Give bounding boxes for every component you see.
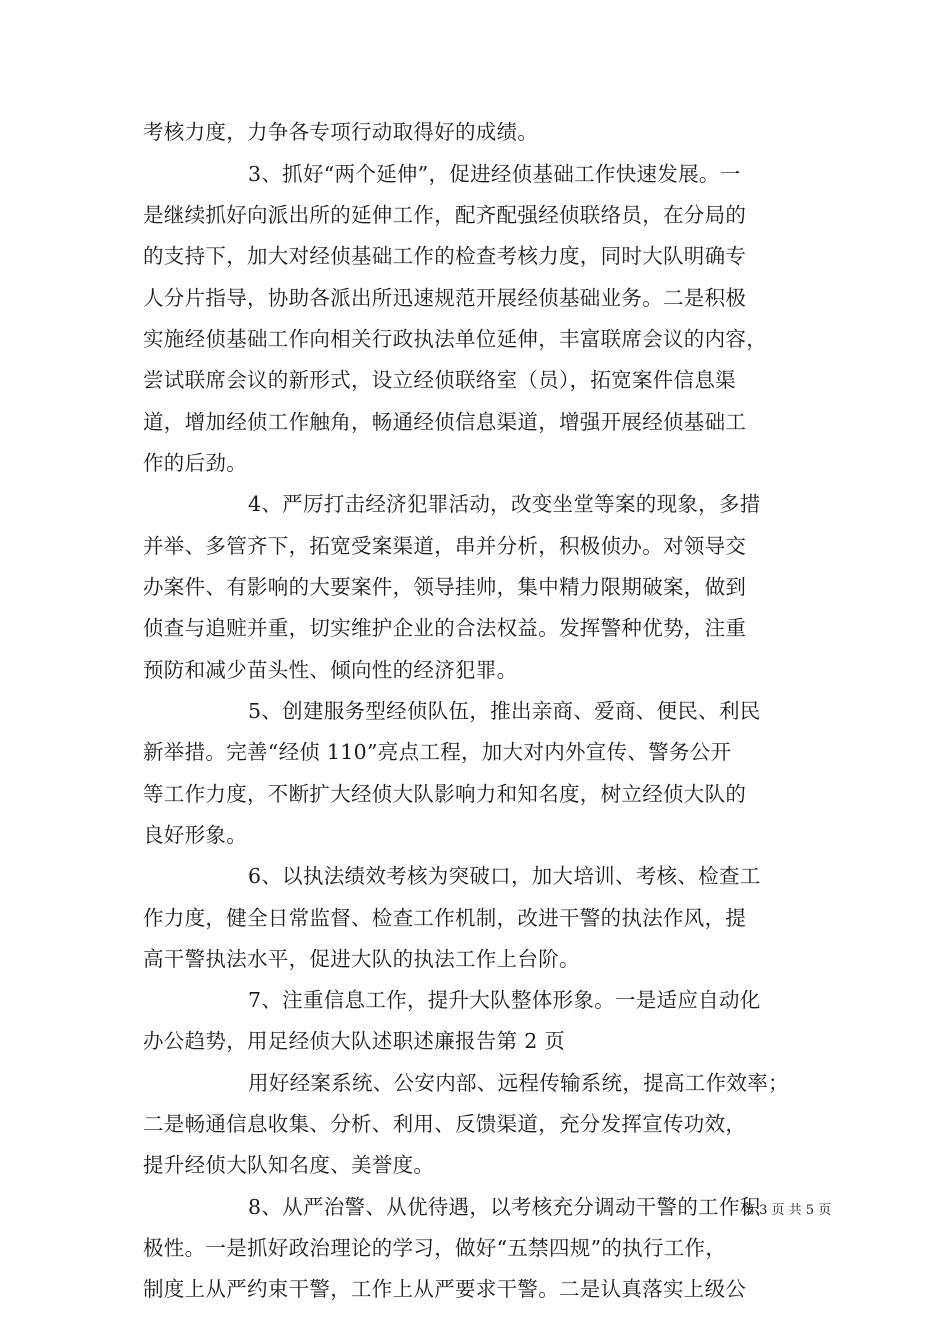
text-line: 极性。一是抓好政治理论的学习，做好“五禁四规”的执行工作， — [143, 1236, 727, 1260]
text-line: 6、以执法绩效考核为突破口，加大培训、考核、检查工 — [248, 864, 761, 888]
text-line: 实施经侦基础工作向相关行政执法单位延伸，丰富联席会议的内容， — [143, 327, 767, 351]
text-line: 道，增加经侦工作触角，畅通经侦信息渠道，增强开展经侦基础工 — [143, 410, 747, 434]
text-line: 3、抓好“两个延伸”，促进经侦基础工作快速发展。一 — [248, 162, 741, 186]
text-line: 等工作力度，不断扩大经侦大队影响力和知名度，树立经侦大队的 — [143, 782, 747, 806]
text-line: 二是畅通信息收集、分析、利用、反馈渠道，充分发挥宣传功效， — [143, 1112, 747, 1136]
text-line: 人分片指导，协助各派出所迅速规范开展经侦基础业务。二是积极 — [143, 286, 747, 310]
text-line: 办案件、有影响的大要案件，领导挂帅，集中精力限期破案，做到 — [143, 575, 747, 599]
text-line: 8、从严治警、从优待遇，以考核充分调动干警的工作积 — [248, 1195, 761, 1219]
page-footer: 第 3 页 共 5 页 — [742, 1203, 832, 1218]
text-line: 提升经侦大队知名度、美誉度。 — [143, 1153, 435, 1177]
text-line: 高干警执法水平，促进大队的执法工作上台阶。 — [143, 947, 580, 971]
text-line: 尝试联席会议的新形式，设立经侦联络室（员），拓宽案件信息渠 — [143, 368, 736, 392]
text-line: 办公趋势，用足经侦大队述职述廉报告第 2 页 — [143, 1029, 566, 1053]
text-line: 7、注重信息工作，提升大队整体形象。一是适应自动化 — [248, 988, 761, 1012]
text-line: 新举措。完善“经侦 110”亮点工程，加大对内外宣传、警务公开 — [143, 740, 732, 764]
text-line: 作力度，健全日常监督、检查工作机制，改进干警的执法作风，提 — [143, 906, 747, 930]
text-line: 考核力度，力争各专项行动取得好的成绩。 — [143, 120, 539, 144]
text-line: 作的后劲。 — [143, 451, 247, 475]
text-line: 制度上从严约束干警，工作上从严要求干警。二是认真落实上级公 — [143, 1277, 747, 1301]
text-line: 侦查与追赃并重，切实维护企业的合法权益。发挥警种优势，注重 — [143, 616, 747, 640]
text-line: 良好形象。 — [143, 823, 247, 847]
text-line: 并举、多管齐下，拓宽受案渠道，串并分析，积极侦办。对领导交 — [143, 534, 747, 558]
text-line: 用好经案系统、公安内部、远程传输系统，提高工作效率； — [248, 1071, 789, 1095]
text-line: 的支持下，加大对经侦基础工作的检查考核力度，同时大队明确专 — [143, 244, 747, 268]
text-line: 是继续抓好向派出所的延伸工作，配齐配强经侦联络员，在分局的 — [143, 203, 747, 227]
text-line: 4、严厉打击经济犯罪活动，改变坐堂等案的现象，多措 — [248, 492, 761, 516]
text-line: 预防和减少苗头性、倾向性的经济犯罪。 — [143, 658, 518, 682]
text-line: 5、创建服务型经侦队伍，推出亲商、爱商、便民、利民 — [248, 699, 761, 723]
